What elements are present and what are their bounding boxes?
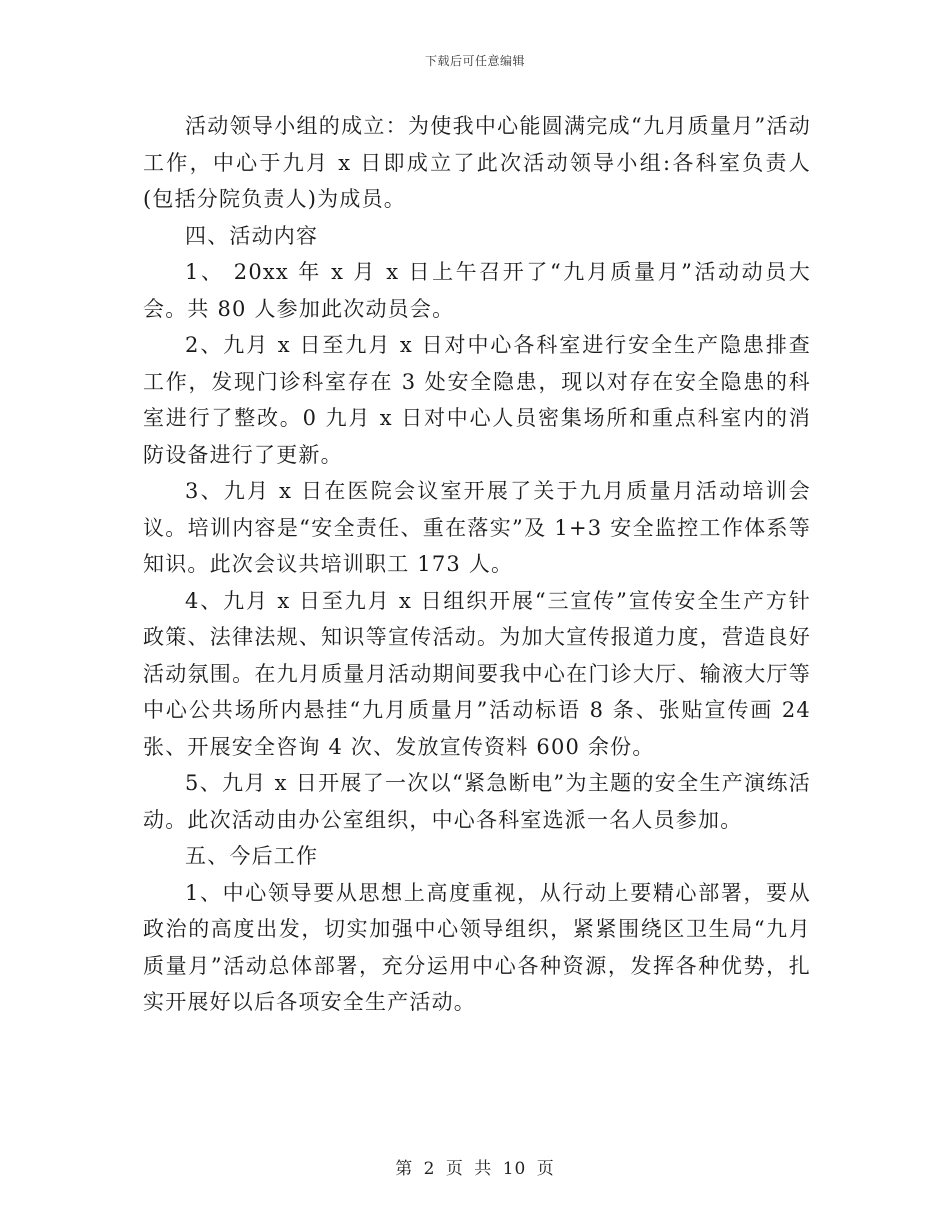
paragraph-item-3: 3、九月 x 日在医院会议室开展了关于九月质量月活动培训会议。培训内容是“安全责任、重在落实”及 1+3 安全监控工作体系等知识。此次会议共培训职工 173 人。 (143, 479, 811, 576)
paragraph-item-4: 4、九月 x 日至九月 x 日组织开展“三宣传”宣传安全生产方针政策、法律法规、知识等宣传活动。为加大宣传报道力度，营造良好活动氛围。在九月质量月活动期间要我中心在门诊大厅、输液大厅等中心公共场所内悬挂“九月质量月”活动标语 8 条、张贴宣传画 24 张、开展安全咨询 4 次、发放宣传资料 600 余份。 (143, 588, 811, 759)
paragraph-item-5: 5、九月 x 日开展了一次以“紧急断电”为主题的安全生产演练活动。此次活动由办公室组织，中心各科室选派一名人员参加。 (143, 771, 811, 832)
page-header: 下载后可任意编辑 (424, 54, 525, 68)
paragraph-future-item-1: 1、中心领导要从思想上高度重视，从行动上要精心部署，要从政治的高度出发，切实加强中心领导组织，紧紧围绕区卫生局“九月质量月”活动总体部署，充分运用中心各种资源，发挥各种优势，扎实开展好以后各项安全生产活动。 (143, 880, 811, 1014)
paragraph-leadership-group: 活动领导小组的成立：为使我中心能圆满完成“九月质量月”活动工作，中心于九月 x 日即成立了此次活动领导小组:各科室负责人(包括分院负责人)为成员。 (143, 114, 811, 211)
page-number-footer: 第 2 页 共 10 页 (395, 1159, 555, 1179)
paragraph-item-1: 1、 20xx 年 x 月 x 日上午召开了“九月质量月”活动动员大会。共 80 人参加此次动员会。 (143, 260, 811, 321)
paragraph-item-2: 2、九月 x 日至九月 x 日对中心各科室进行安全生产隐患排查工作，发现门诊科室存在 3 处安全隐患，现以对存在安全隐患的科室进行了整改。0 九月 x 日对中心人员密集场所和重点科室内的消防设备进行了更新。 (143, 333, 811, 467)
document-body (143, 108, 811, 1021)
section-heading-future-work: 五、今后工作 (185, 844, 319, 868)
section-heading-activity-content: 四、活动内容 (185, 223, 319, 248)
